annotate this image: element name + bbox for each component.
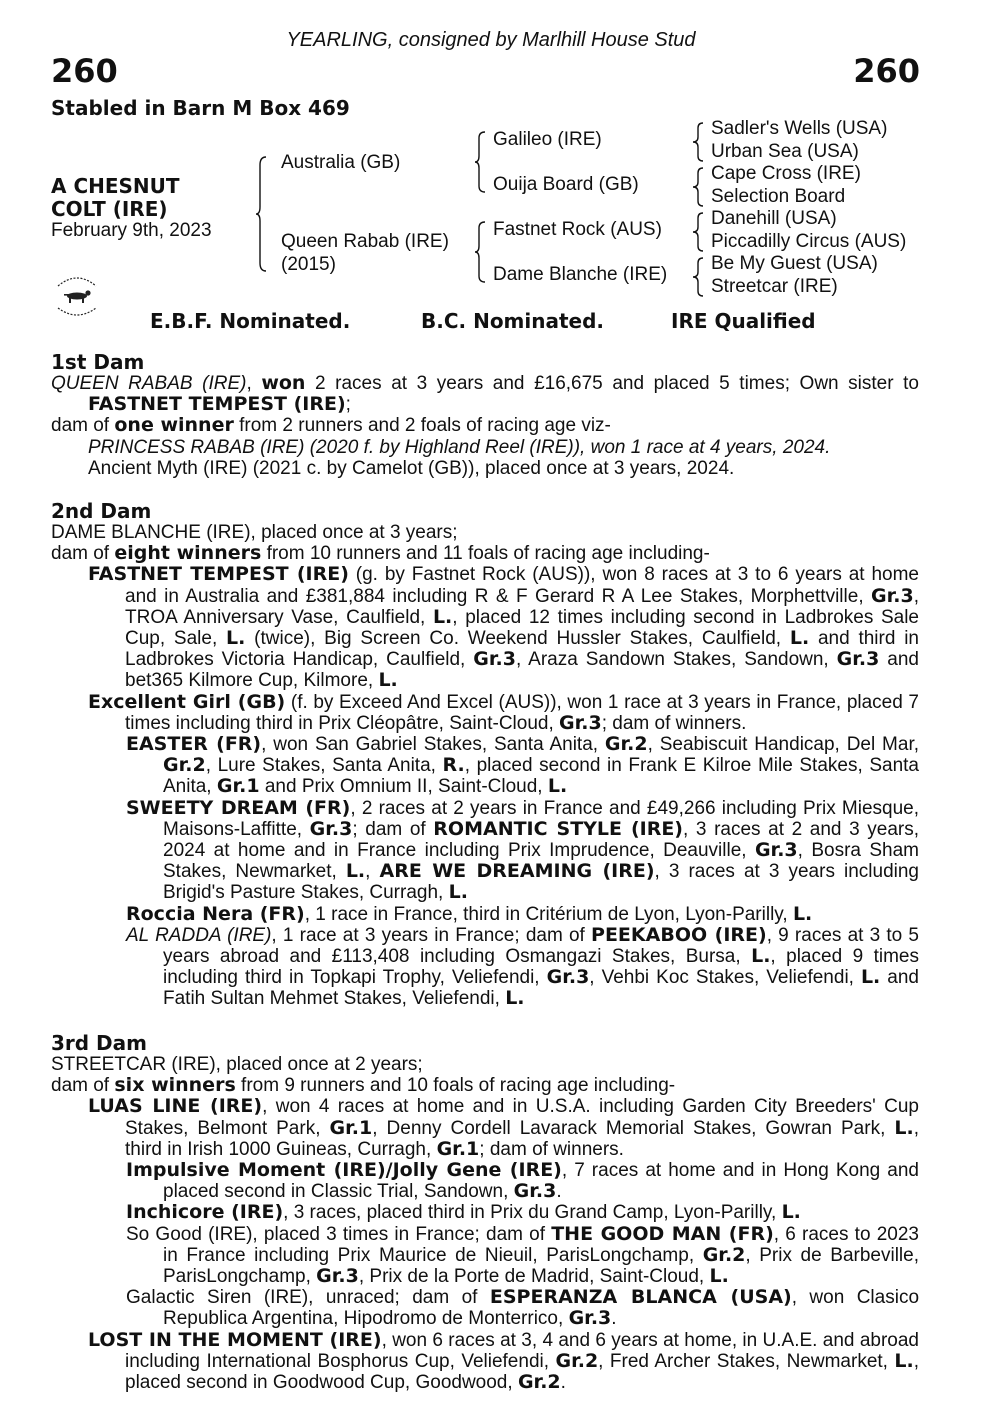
third-dam-record: STREETCAR (IRE), placed once at 2 years; [51, 1054, 423, 1075]
pedigree-dds: Be My Guest (USA) [711, 253, 878, 274]
pedigree-dss: Danehill (USA) [711, 208, 837, 229]
horse-description-line2: COLT (IRE) [51, 197, 168, 221]
pedigree-dam-dam: Dame Blanche (IRE) [493, 264, 668, 285]
pedigree-dam: Queen Rabab (IRE) [281, 231, 449, 252]
second-dam-produce-summary: dam of eight winners from 10 runners and 11 foals of racing age including- [51, 542, 710, 565]
third-dam-produce-lost-in-the-moment: LOST IN THE MOMENT (IRE), won 6 races at 3, 4 and 6 years at home, in U.A.E. and abroad including International Bosphorus Cup, Veliefendi, Gr.2, Fred Archer Stakes, Newmarket, L., placed second in Goodwood Cup, Goodwood, Gr.2. [88, 1328, 919, 1394]
lot-number-left: 260 [51, 52, 118, 90]
pedigree-dam-year: (2015) [281, 254, 336, 275]
grandproduce-so-good: So Good (IRE), placed 3 times in France; dam of THE GOOD MAN (FR), 6 races to 2023 in France including Prix Maurice de Nieuil, ParisLongchamp, Gr.2, Prix de Barbeville, ParisLongchamp, Gr.3, Prix de la Porte de Madrid, Saint-Cloud, L. [126, 1222, 919, 1288]
second-dam-section [51, 500, 919, 1010]
first-dam-heading: 1st Dam [51, 350, 145, 374]
first-dam-produce-summary: dam of one winner from 2 runners and 2 foals of racing age viz- [51, 414, 611, 437]
pedigree-sds: Cape Cross (IRE) [711, 163, 861, 184]
pedigree-sire-dam: Ouija Board (GB) [493, 174, 639, 195]
pedigree-bracket-dd [693, 256, 707, 298]
second-dam-record: DAME BLANCHE (IRE), placed once at 3 years; [51, 522, 458, 543]
grandproduce-easter: EASTER (FR), won San Gabriel Stakes, Santa Anita, Gr.2, Seabiscuit Handicap, Del Mar, Gr.2, Lure Stakes, Santa Anita, R., placed second in Frank E Kilroe Mile Stakes, Santa Anita, Gr.1 and Prix Omnium II, Saint-Cloud, L. [126, 733, 920, 798]
pedigree-bracket-ds [693, 211, 707, 253]
pedigree-bracket-sd [693, 166, 707, 208]
pedigree-bracket-sire [475, 130, 489, 194]
pedigree-sdd: Selection Board [711, 186, 846, 207]
stud-seal-logo [52, 268, 102, 323]
pedigree-sire: Australia (GB) [281, 152, 401, 173]
first-dam-produce-2: Ancient Myth (IRE) (2021 c. by Camelot (GB)), placed once at 3 years, 2024. [88, 457, 735, 479]
grandproduce-sweety-dream: SWEETY DREAM (FR), 2 races at 2 years in France and £49,266 including Prix Miesque, Maisons-Laffitte, Gr.3; dam of ROMANTIC STYLE (IRE), 3 races at 2 and 3 years, 2024 at home and in France including Prix Imprudence, Deauville, Gr.3, Bosra Sham Stakes, Newmarket, L., ARE WE DREAMING (IRE), 3 races at 3 years including Brigid's Pasture Stakes, Curragh, L. [126, 796, 920, 904]
nomination-ire: IRE Qualified [671, 309, 816, 333]
third-dam-section [51, 1032, 919, 1393]
pedigree-ssd: Urban Sea (USA) [711, 141, 859, 162]
pedigree-bracket-gen1 [256, 155, 270, 273]
second-dam-produce-fastnet-tempest: FASTNET TEMPEST (IRE) (g. by Fastnet Rock (AUS)), won 8 races at 3 to 6 years at home and in Australia and £381,884 including R & F Gerard R A Lee Stakes, Morphettville, Gr.3, TROA Anniversary Vase, Caulfield, L., placed 12 times including second in Ladbrokes Sale Cup, Sale, L. (twice), Big Screen Co. Weekend Hussler Stakes, Caulfield, L. and third in Ladbrokes Victoria Handicap, Caulfield, Gr.3, Araza Sandown Stakes, Sandown, Gr.3 and bet365 Kilmore Cup, Kilmore, L. [88, 563, 920, 692]
consignment-line: YEARLING, consigned by Marlhill House Stud [286, 29, 696, 51]
first-dam-produce-1: PRINCESS RABAB (IRE) (2020 f. by Highland Reel (IRE)), won 1 race at 4 years, 2024. [88, 436, 831, 458]
nomination-ebf: E.B.F. Nominated. [150, 309, 351, 333]
pedigree-sss: Sadler's Wells (USA) [711, 118, 888, 139]
nomination-bc: B.C. Nominated. [421, 309, 605, 333]
pedigree-ddd: Streetcar (IRE) [711, 276, 838, 297]
third-dam-produce-summary: dam of six winners from 9 runners and 10 foals of racing age including- [51, 1074, 676, 1097]
second-dam-heading: 2nd Dam [51, 499, 152, 523]
third-dam-heading: 3rd Dam [51, 1031, 147, 1055]
horse-description-line1: A CHESNUT [51, 174, 180, 198]
second-dam-produce-excellent-girl: Excellent Girl (GB) (f. by Exceed And Excel (AUS)), won 1 race at 3 years in France, placed 7 times including third in Prix Cléopâtre, Saint-Cloud, Gr.3; dam of winners. [88, 690, 919, 734]
grandproduce-inchicore: Inchicore (IRE), 3 races, placed third in Prix du Grand Camp, Lyon-Parilly, L. [126, 1201, 801, 1224]
stabling-info: Stabled in Barn M Box 469 [51, 96, 350, 120]
grandproduce-galactic-siren: Galactic Siren (IRE), unraced; dam of ESPERANZA BLANCA (USA), won Clasico Republica Argentina, Hipodromo de Monterrico, Gr.3. [126, 1286, 920, 1330]
pedigree-bracket-dam [475, 220, 489, 284]
third-dam-produce-luas-line: LUAS LINE (IRE), won 4 races at home and in U.S.A. including Garden City Breeders' Cup Stakes, Belmont Park, Gr.1, Denny Cordell Lavarack Memorial Stakes, Gowran Park, L., third in Irish 1000 Guineas, Curragh, Gr.1; dam of winners. [88, 1095, 919, 1160]
pedigree-bracket-ss [693, 121, 707, 163]
pedigree-sire-sire: Galileo (IRE) [493, 129, 602, 150]
foaling-date: February 9th, 2023 [51, 220, 212, 241]
pedigree-dsd: Piccadilly Circus (AUS) [711, 231, 907, 252]
lot-number-right: 260 [853, 52, 920, 90]
first-dam-record: QUEEN RABAB (IRE), won 2 races at 3 years and £16,675 and placed 5 times; Own sister to FASTNET TEMPEST (IRE); [51, 372, 919, 416]
grandproduce-impulsive-moment: Impulsive Moment (IRE)/Jolly Gene (IRE), 7 races at home and in Hong Kong and placed second in Classic Trial, Sandown, Gr.3. [126, 1159, 919, 1203]
first-dam-section [51, 351, 919, 479]
grandproduce-al-radda: AL RADDA (IRE), 1 race at 3 years in France; dam of PEEKABOO (IRE), 9 races at 3 to 5 years abroad and £113,408 including Osmangazi Stakes, Bursa, L., placed 9 times including third in Topkapi Trophy, Veliefendi, Gr.3, Vehbi Koc Stakes, Veliefendi, L. and Fatih Sultan Mehmet Stakes, Veliefendi, L. [126, 923, 919, 1010]
pedigree-dam-sire: Fastnet Rock (AUS) [493, 219, 662, 240]
grandproduce-roccia-nera: Roccia Nera (FR), 1 race in France, third in Critérium de Lyon, Lyon-Parilly, L. [126, 902, 813, 925]
